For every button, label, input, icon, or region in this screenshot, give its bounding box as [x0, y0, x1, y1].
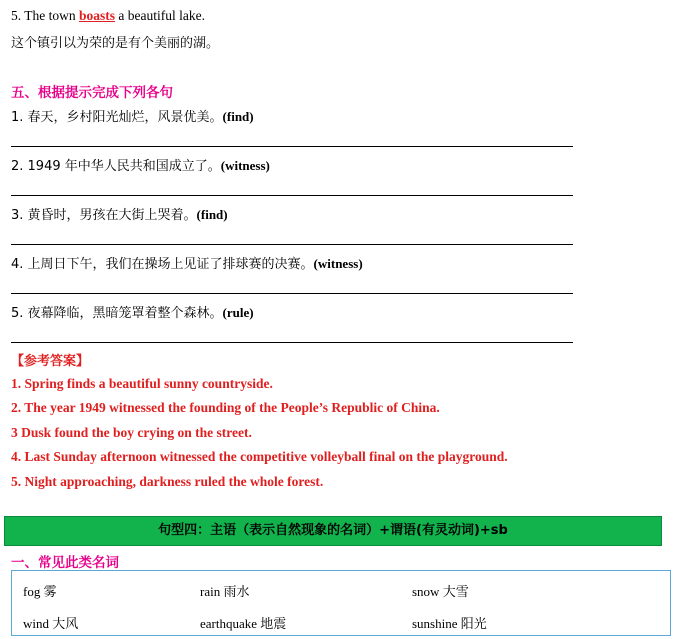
answers-heading: 【参考答案】: [11, 354, 90, 369]
answer-blank: [11, 342, 573, 343]
exercise-hint: (witness): [313, 256, 363, 271]
answer-blank: [11, 244, 573, 245]
vocab-item: snow 大雪: [412, 584, 469, 599]
answer-item: 5. Night approaching, darkness ruled the whole forest.: [11, 474, 324, 489]
section-heading: 一、常见此类名词: [11, 555, 119, 571]
vocab-item: wind 大风: [23, 616, 79, 631]
exercise-hint: (find): [196, 207, 228, 222]
answer-blank: [11, 195, 573, 196]
exercise-hint: (find): [222, 109, 254, 124]
answer-item: 4. Last Sunday afternoon witnessed the competitive volleyball final on the playground.: [11, 449, 508, 464]
exercise-item: [11, 302, 254, 321]
answer-blank: [11, 146, 573, 147]
sentence-prefix: 5. The town: [11, 8, 79, 23]
example-sentence: [11, 8, 205, 24]
vocab-item: rain 雨水: [200, 584, 250, 599]
exercise-item: [11, 155, 270, 174]
highlight-word: boasts: [79, 8, 116, 23]
exercise-item: [11, 106, 254, 125]
vocab-item: earthquake 地震: [200, 616, 287, 631]
answer-item: 2. The year 1949 witnessed the founding of the People’s Republic of China.: [11, 400, 440, 415]
section-heading: 五、根据提示完成下列各句: [11, 85, 173, 101]
exercise-hint: (witness): [220, 158, 270, 173]
vocab-item: fog 雾: [23, 584, 57, 599]
sentence-suffix: a beautiful lake.: [115, 8, 205, 23]
exercise-text: 2. 1949 年中华人民共和国成立了。: [11, 159, 221, 174]
answer-blank: [11, 293, 573, 294]
exercise-item: [11, 204, 228, 223]
vocab-item: sunshine 阳光: [412, 616, 487, 631]
example-translation: 这个镇引以为荣的是有个美丽的湖。: [11, 36, 220, 51]
exercise-item: [11, 253, 363, 272]
exercise-text: 4. 上周日下午，我们在操场上见证了排球赛的决赛。: [11, 257, 314, 272]
exercise-hint: (rule): [222, 305, 254, 320]
exercise-text: 3. 黄昏时，男孩在大街上哭着。: [11, 208, 197, 223]
pattern-banner: 句型四：主语（表示自然现象的名词）+谓语(有灵动词)+sb: [4, 516, 662, 546]
exercise-text: 1. 春天，乡村阳光灿烂，风景优美。: [11, 110, 223, 125]
answer-item: 1. Spring finds a beautiful sunny countryside.: [11, 376, 273, 391]
answer-item: 3 Dusk found the boy crying on the street.: [11, 425, 252, 440]
exercise-text: 5. 夜幕降临，黑暗笼罩着整个森林。: [11, 306, 223, 321]
vocabulary-table: [11, 570, 671, 636]
